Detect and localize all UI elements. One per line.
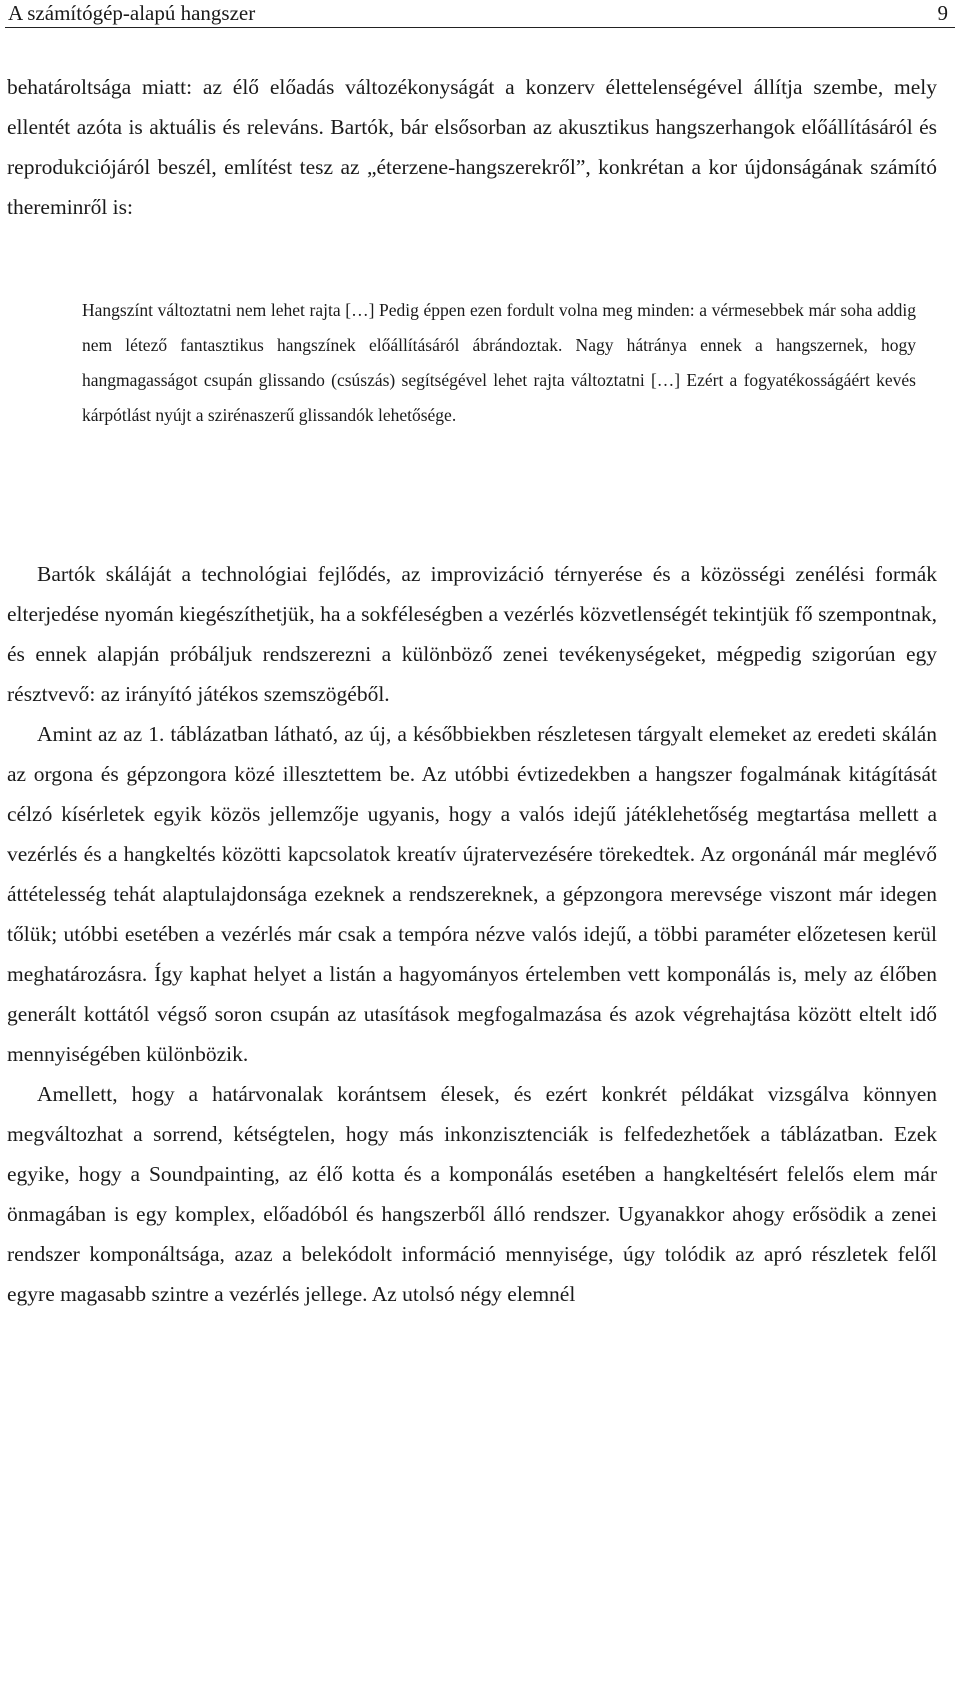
intro-paragraph: behatároltsága miatt: az élő előadás változékonyságát a konzerv élettelenségével állítja szembe, mely ellentét azóta is aktuális és releváns. Bartók, bár elsősorban az akusztikus hangszerhangok előállításáról és reprodukciójáról beszél, említést tesz az „éterzene-hangszerekről”, konkrétan a kor újdonságának számító thereminről is: — [7, 75, 937, 219]
page-number: 9 — [937, 1, 948, 25]
main-text — [7, 554, 937, 1314]
paragraph: Bartók skáláját a technológiai fejlődés, az improvizáció térnyerése és a közösségi zenélési formák elterjedése nyomán kiegészíthetjük, ha a sokféleségben a vezérlés közvetlenségét tekintjük fő szempontnak, és ennek alapján próbáljuk rendszerezni a különböző zenei tevékenységeket, mégpedig szigorúan egy résztvevő: az irányító játékos szemszögéből. — [7, 562, 937, 706]
paragraph: Amellett, hogy a határvonalak korántsem élesek, és ezért konkrét példákat vizsgálva könnyen megváltozhat a sorrend, kétségtelen, hogy más inkonzisztenciák is felfedezhetőek a táblázatban. Ezek egyike, hogy a Soundpainting, az élő kotta és a komponálás esetében a hangkeltésért felelős elem már önmagában is egy komplex, előadóból és hangszerből álló rendszer. Ugyanakkor ahogy erősödik a zenei rendszer komponáltsága, azaz a belekódolt információ mennyisége, úgy tolódik az apró részletek felől egyre magasabb szintre a vezérlés jellege. Az utolsó négy elemnél — [7, 1082, 937, 1306]
header-rule — [5, 27, 955, 28]
paragraph: Amint az az 1. táblázatban látható, az új, a későbbiekben részletesen tárgyalt elemeket az eredeti skálán az orgona és gépzongora közé illesztettem be. Az utóbbi évtizedekben a hangszer fogalmának kitágítását célzó kísérletek egyik közös jellemzője ugyanis, hogy a valós idejű játéklehetőség megtartása mellett a vezérlés és a hangkeltés közötti kapcsolatok kreatív újratervezésére törekedtek. Az orgonánál már meglévő áttételesség tehát alaptulajdonsága ezeknek a rendszereknek, a gépzongora merevsége viszont már idegen tőlük; utóbbi esetében a vezérlés már csak a tempóra nézve valós idejű, a többi paraméter előzetesen kerül meghatározásra. Így kaphat helyet a listán a hagyományos értelemben vett komponálás is, mely az élőben generált kottától végső soron csupán az utasítások megfogalmazása és azok végrehajtása között eltelt idő mennyiségében különbözik. — [7, 722, 937, 1066]
block-quote: Hangszínt változtatni nem lehet rajta […] Pedig éppen ezen fordult volna meg minden: a vérmesebbek már soha addig nem létező fantasztikus hangszínek előállításáról ábrándoztak. Nagy hátránya ennek a hangszernek, hogy hangmagasságot csupán glissando (csúszás) segítségével lehet rajta változtatni […] Ezért a fogyatékosságáért kevés kárpótlást nyújt a szirénaszerű glissandók lehetősége. — [82, 300, 916, 425]
running-title: A számítógép-alapú hangszer — [8, 1, 256, 25]
page-header — [0, 0, 960, 26]
